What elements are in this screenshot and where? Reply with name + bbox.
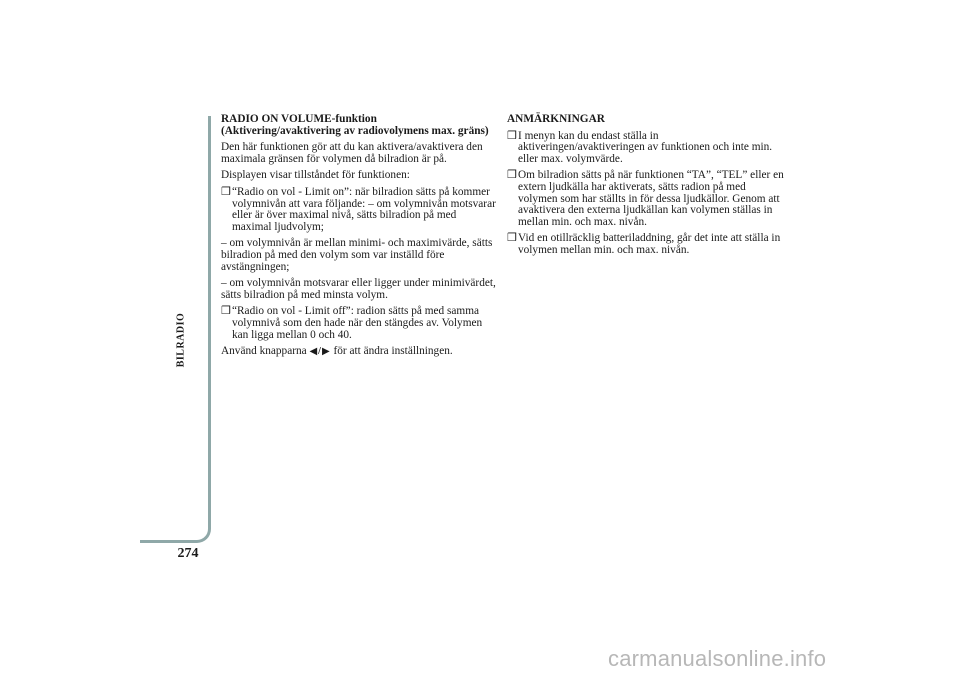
arrow-left-right-icon: ◀/▶ xyxy=(309,346,331,358)
notes-heading: ANMÄRKNINGAR xyxy=(507,113,605,125)
note-item xyxy=(507,131,785,166)
display-paragraph: Displayen visar tillståndet för funktionen: xyxy=(221,169,410,182)
note-text: Vid en otillräcklig batteriladdning, går det inte att ställa in volymen mellan min. och max. nivån. xyxy=(518,232,781,256)
bullet-box-icon: ❒ xyxy=(507,169,517,182)
use-suffix-text: för att ändra inställningen. xyxy=(333,345,453,358)
note-item xyxy=(507,233,785,256)
left-column xyxy=(221,114,497,363)
right-column xyxy=(507,114,785,262)
volume-between-paragraph: – om volymnivån är mellan minimi- och maximivärde, sätts bilradion på med den volym som var inställd före avstängningen; xyxy=(221,237,493,273)
bullet-box-icon: ❒ xyxy=(507,129,517,142)
bullet-box-icon: ❒ xyxy=(507,232,517,245)
section-heading: RADIO ON VOLUME-funktion (Aktivering/avaktivering av radiovolymens max. gräns) xyxy=(221,113,489,137)
bullet-limit-on xyxy=(221,187,497,233)
note-text: I menyn kan du endast ställa in aktiveringen/avaktiveringen av funktionen och inte min. eller max. volymvärde. xyxy=(518,129,773,165)
watermark-link[interactable]: carmanualsonline.info xyxy=(608,646,827,671)
bullet-text: “Radio on vol - Limit off”: radion sätts på med samma volymnivå som den hade när den stängdes av. Volymen kan ligga mellan 0 och 40. xyxy=(232,305,483,341)
use-prefix-text: Använd knapparna xyxy=(221,345,307,358)
bullet-box-icon: ❒ xyxy=(221,305,231,318)
bullet-limit-off xyxy=(221,306,497,341)
volume-below-paragraph: – om volymnivån motsvarar eller ligger under minimivärdet, sätts bilradion på med minsta volym. xyxy=(221,277,496,301)
page-number: 274 xyxy=(177,546,199,561)
note-item xyxy=(507,170,785,228)
bullet-text: “Radio on vol - Limit on”: när bilradion sätts på kommer volymnivån att vara följande: – om volymnivån motsvarar eller är över maximal nivå, sätts bilradion på med maximal ljudvolym; xyxy=(232,185,496,233)
intro-paragraph: Den här funktionen gör att du kan aktivera/avaktivera den maximala gränsen för volymen då bilradion är på. xyxy=(221,141,483,165)
section-side-label: BILRADIO xyxy=(175,312,187,368)
bullet-box-icon: ❒ xyxy=(221,185,231,198)
note-text: Om bilradion sätts på när funktionen “TA”, “TEL” eller en extern ljudkälla har aktiverats, sätts radion på med volymen som har ställts in för dessa ljudkällor. Genom att avaktivera den externa ljudkällan kan volymen ställas in mellan min. och max. nivån. xyxy=(518,169,784,228)
use-buttons-paragraph xyxy=(221,346,497,358)
